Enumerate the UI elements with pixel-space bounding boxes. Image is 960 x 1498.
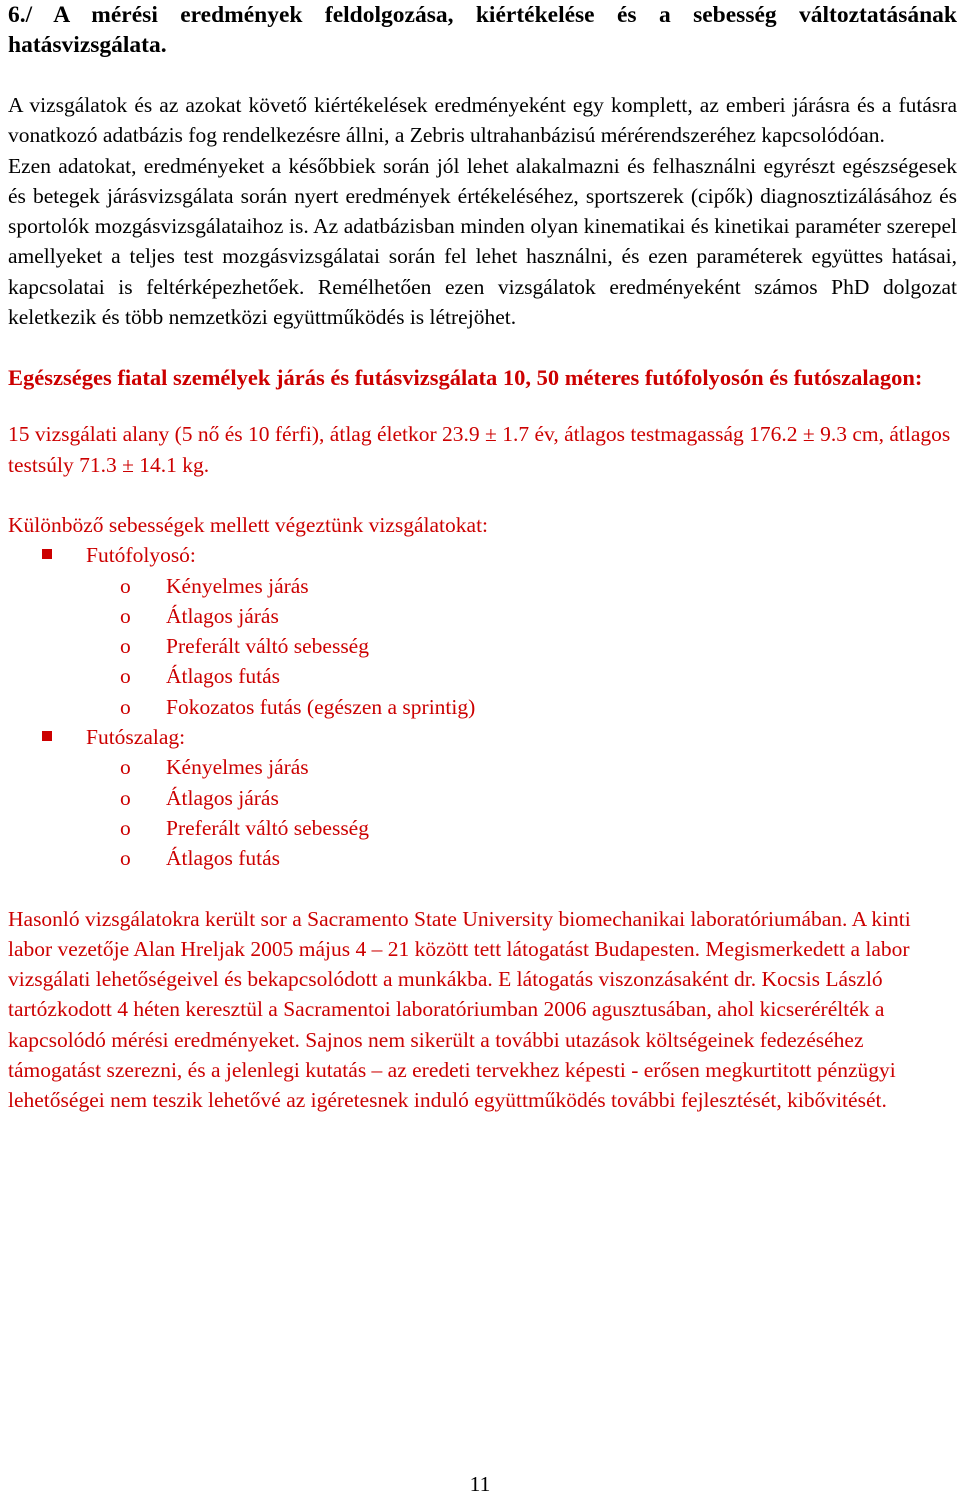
list-item: o Átlagos járás	[8, 783, 957, 813]
list-item: o Preferált váltó sebesség	[8, 631, 957, 661]
circle-bullet-icon: o	[120, 603, 131, 628]
list-item-treadmill	[8, 722, 957, 873]
paragraph-collaboration: Hasonló vizsgálatokra került sor a Sacramento State University biomechanikai laboratóriumában. A kinti labor vezetője Alan Hreljak 2005 május 4 – 21 között tett látogatást Budapesten. Megismerkedett a labor vizsgálati lehetőségeivel és bekapcsolódott a munkákba. E látogatás viszonzásaként dr. Kocsis László tartózkodott 4 héten keresztül a Sacramentoi laboratóriumban 2006 agusztusában, ahol kicserérélték a kapcsolódó mérési eredményeket. Sajnos nem sikerült a további utazások költségeinek fedezéséhez támogatást szerezni, és a jelenlegi kutatás – az eredeti tervekhez képesti - erősen megkurtitott pénzügyi lehetőségei nem teszik lehetővé az igéretesnek induló együttműködés további fejlesztését, kibővitését.	[8, 906, 911, 1113]
treadmill-sublist	[86, 752, 957, 873]
circle-bullet-icon: o	[120, 785, 131, 810]
circle-bullet-icon: o	[120, 634, 131, 659]
list-item: o Kényelmes járás	[8, 571, 957, 601]
group-label: Futószalag:	[86, 725, 186, 750]
paragraph-database: A vizsgálatok és az azokat követő kiértékelések eredményeként egy komplett, az emberi járásra és a futásra vonatkozó adatbázis fog rendelkezésre állni, a Zebris ultrahanbázisú mérérendszeréhez kapcsolódóan.	[8, 93, 957, 148]
list-item: o Preferált váltó sebesség	[8, 813, 957, 843]
circle-bullet-icon: o	[120, 815, 131, 840]
group-label: Futófolyosó:	[86, 543, 196, 568]
circle-bullet-icon: o	[120, 846, 131, 871]
corridor-sublist	[86, 571, 957, 722]
square-bullet-icon	[42, 731, 52, 741]
conditions-intro: Különböző sebességek mellett végeztünk vizsgálatokat:	[8, 512, 489, 537]
circle-bullet-icon: o	[120, 755, 131, 780]
conditions-list	[8, 540, 957, 873]
list-item: o Átlagos futás	[8, 661, 957, 691]
circle-bullet-icon: o	[120, 694, 131, 719]
square-bullet-icon	[42, 549, 52, 559]
list-item: o Fokozatos futás (egészen a sprintig)	[8, 692, 957, 722]
paragraph-applications: Ezen adatokat, eredményeket a későbbiek során jól lehet alakalmazni és felhasználni egyrészt egészségesek és betegek járásvizsgálata során nyert eredmények értékeléséhez, sportszerek (cipők) diagnosztizálásához és sportolók mozgásvizsgálataihoz is. Az adatbázisban minden olyan kinematikai és kinetikai paraméter szerepel amellyeket a teljes test mozgásvizsgálatai során fel lehet használni, és ezen paraméterek együttes hatásai, kapcsolatai is feltérképezhetőek. Remélhetően ezen vizsgálatok eredményeként számos PhD dolgozat keletkezik és több nemzetközi együttműködés is létrejöhet.	[8, 153, 957, 330]
circle-bullet-icon: o	[120, 664, 131, 689]
circle-bullet-icon: o	[120, 573, 131, 598]
list-item-corridor	[8, 540, 957, 722]
subjects-description: 15 vizsgálati alany (5 nő és 10 férfi), átlag életkor 23.9 ± 1.7 év, átlagos testmagasság 176.2 ± 9.3 cm, átlagos testsúly 71.3 ± 14.1 kg.	[8, 422, 951, 477]
page-number: 11	[469, 1472, 491, 1496]
list-item: o Átlagos futás	[8, 843, 957, 873]
section-heading: 6./ A mérési eredmények feldolgozása, kiértékelése és a sebesség változtatásának hatásvizsgálata.	[8, 2, 957, 58]
list-item: o Kényelmes járás	[8, 752, 957, 782]
document-page	[8, 0, 957, 1116]
study-subheading: Egészséges fiatal személyek járás és futásvizsgálata 10, 50 méteres futófolyosón és futószalagon:	[8, 365, 923, 391]
list-item: o Átlagos járás	[8, 601, 957, 631]
